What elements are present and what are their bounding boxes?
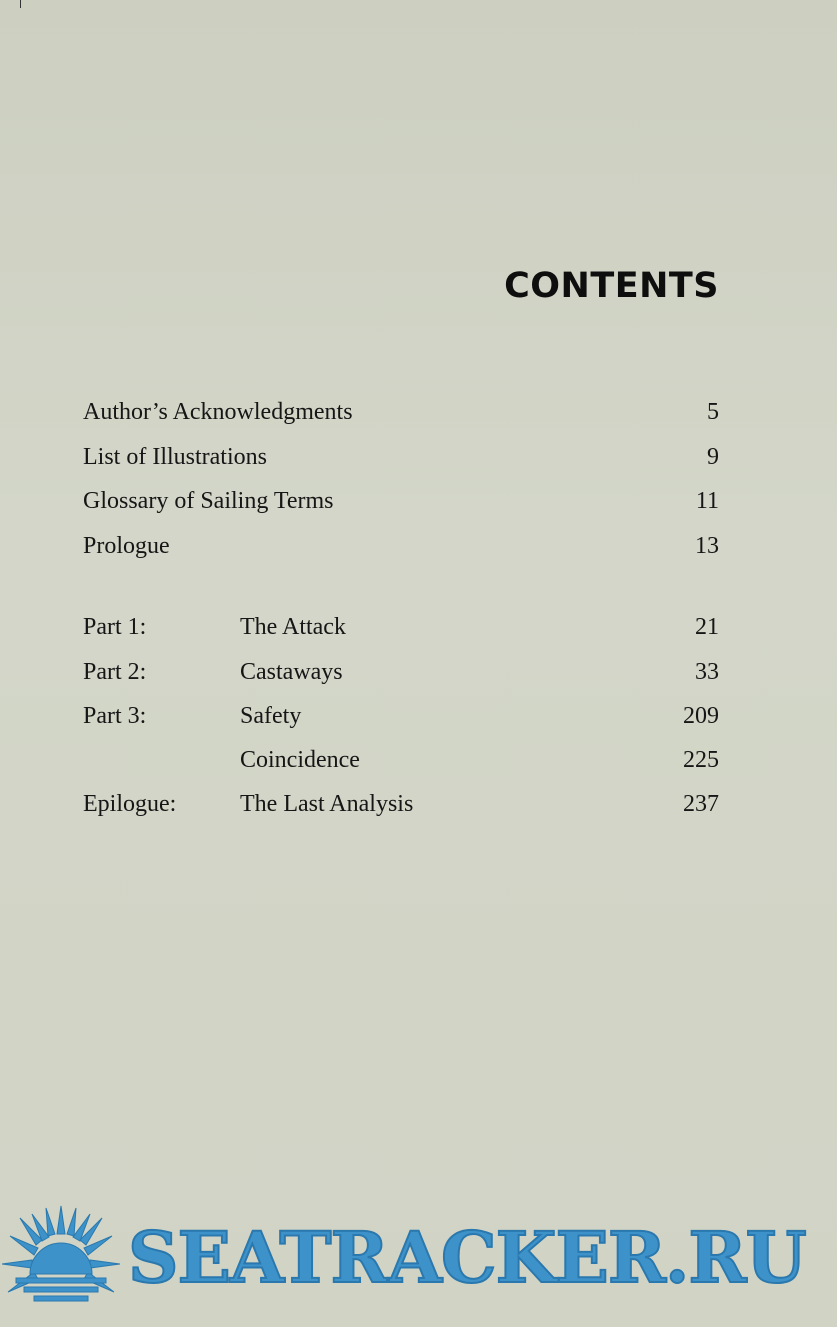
toc-entry-title: Prologue	[83, 533, 170, 559]
toc-entry-title: Coincidence	[240, 747, 360, 773]
toc-entry-title: The Attack	[240, 614, 346, 640]
watermark	[0, 1200, 837, 1310]
toc-entry-page: 5	[707, 399, 719, 425]
toc-entry-title: Castaways	[240, 659, 343, 685]
toc-entry-page: 33	[695, 659, 719, 685]
toc-entry-label: Epilogue:	[83, 791, 177, 817]
toc-entry-illustrations	[83, 439, 719, 475]
toc-entry-label: Part 1:	[83, 614, 147, 640]
toc-entry-epilogue	[83, 786, 719, 822]
toc-entry-label: Part 3:	[83, 703, 147, 729]
toc-entry-coincidence	[83, 742, 719, 778]
toc-entry-page: 225	[683, 747, 719, 773]
toc-entry-page: 11	[695, 488, 719, 514]
toc-entry-title: The Last Analysis	[240, 791, 414, 817]
sun-logo-icon	[2, 1204, 120, 1304]
toc-entry-prologue	[83, 528, 719, 564]
toc-entry-title: List of Illustrations	[83, 444, 267, 470]
toc-entry-part-2	[83, 654, 719, 690]
toc-entry-page: 209	[683, 703, 719, 729]
toc-entry-part-1	[83, 609, 719, 645]
toc-entry-page: 13	[695, 533, 719, 559]
toc-entry-label: Part 2:	[83, 659, 147, 685]
toc-entry-page: 237	[683, 791, 719, 817]
toc-entry-glossary	[83, 483, 719, 519]
watermark-text: SEATRACKER.RU	[128, 1216, 806, 1299]
toc-entry-title: Glossary of Sailing Terms	[83, 488, 334, 514]
toc-entry-part-3	[83, 698, 719, 734]
toc-entry-acknowledgments	[83, 394, 719, 430]
toc-entry-title: Author’s Acknowledgments	[83, 399, 353, 425]
toc-entry-page: 21	[695, 614, 719, 640]
toc-entry-page: 9	[707, 444, 719, 470]
contents-heading: CONTENTS	[504, 266, 719, 306]
toc-entry-title: Safety	[240, 703, 302, 729]
corner-mark	[20, 0, 21, 8]
